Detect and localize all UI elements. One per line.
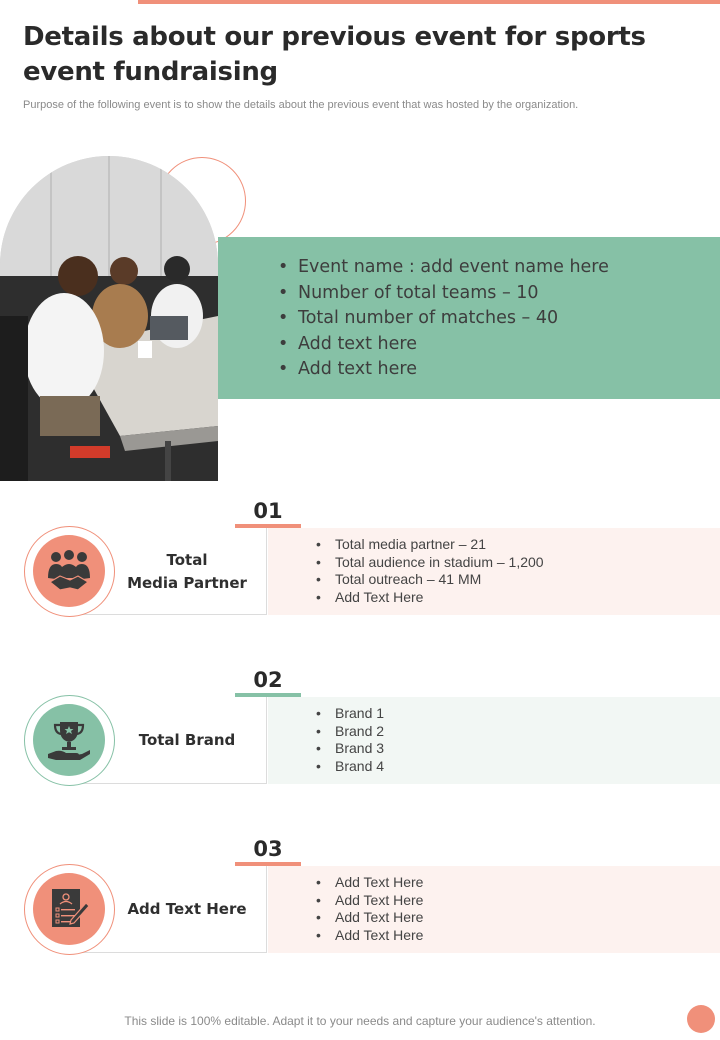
meeting-photo: [0, 156, 218, 481]
detail-item: • Brand 4: [316, 758, 384, 776]
section-number: 02: [253, 668, 283, 692]
summary-item: • Add text here: [278, 357, 609, 383]
detail-item: • Total outreach – 41 MM: [316, 571, 544, 589]
section-details-list: [316, 536, 544, 607]
section-number: 01: [253, 499, 283, 523]
summary-item: • Number of total teams – 10: [278, 281, 609, 307]
section-label: Total Media Partner: [127, 550, 247, 592]
detail-item: • Total audience in stadium – 1,200: [316, 554, 544, 572]
summary-item: • Add text here: [278, 332, 609, 358]
section-total-brand: [0, 667, 720, 807]
section-label: Total Brand: [138, 731, 236, 749]
detail-item: • Add Text Here: [316, 909, 423, 927]
section-icon-ring: [24, 864, 115, 955]
section-number: 03: [253, 837, 283, 861]
summary-item: • Total number of matches – 40: [278, 306, 609, 332]
handshake-icon: [33, 535, 105, 607]
detail-item: • Total media partner – 21: [316, 536, 544, 554]
detail-item: • Brand 3: [316, 740, 384, 758]
document-pen-icon: [33, 873, 105, 945]
page-subtitle: Purpose of the following event is to show the details about the previous event that was hosted by the organization.: [23, 99, 579, 111]
corner-dot: [687, 1005, 715, 1033]
section-icon-ring: [24, 695, 115, 786]
section-add-text: [0, 836, 720, 976]
detail-item: • Brand 2: [316, 723, 384, 741]
detail-item: • Add Text Here: [316, 892, 423, 910]
footer-note: This slide is 100% editable. Adapt it to your needs and capture your audience's attention.: [124, 1014, 596, 1028]
event-summary-list: [278, 255, 609, 383]
top-accent-bar: [138, 0, 720, 4]
detail-item: • Brand 1: [316, 705, 384, 723]
trophy-hand-icon: [33, 704, 105, 776]
page-title: Details about our previous event for sports event fundraising: [23, 22, 646, 87]
section-label: Add Text Here: [127, 900, 247, 918]
section-media-partner: [0, 498, 720, 638]
detail-item: • Add Text Here: [316, 874, 423, 892]
section-details-list: [316, 874, 423, 945]
detail-item: • Add Text Here: [316, 927, 423, 945]
detail-item: • Add Text Here: [316, 589, 544, 607]
section-icon-ring: [24, 526, 115, 617]
section-details-list: [316, 705, 384, 776]
summary-item: • Event name : add event name here: [278, 255, 609, 281]
